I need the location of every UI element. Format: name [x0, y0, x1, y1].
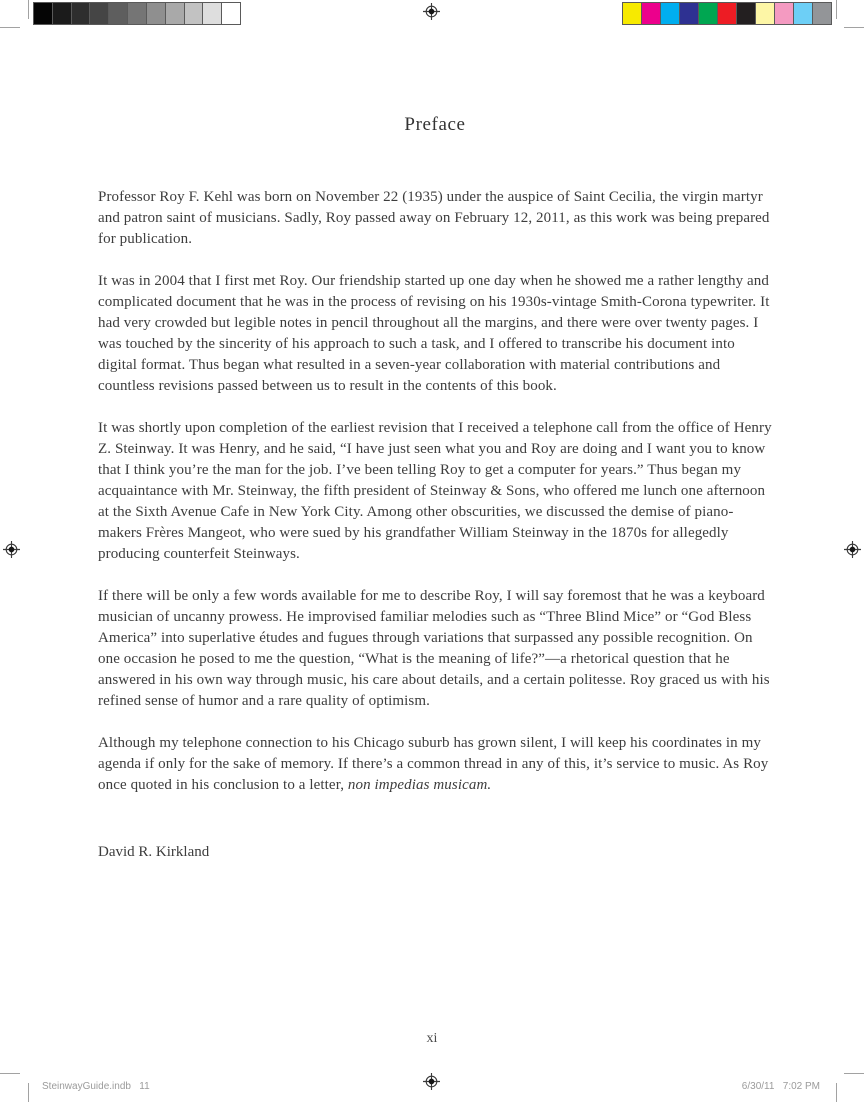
calibration-swatch [109, 3, 128, 24]
crop-mark [844, 1073, 864, 1074]
calibration-swatch [128, 3, 147, 24]
paragraph-text: It was in 2004 that I first met Roy. Our friendship started up one day when he showed me a rather lengthy and complicated document that he was in the process of revising on his 1930s-vintage Smith-Corona typewriter. It had very crowded but legible notes in pencil throughout all the margins, and there were over twenty pages. I was touched by the sincerity of his approach to such a task, and I offered to transcribe his document into digital format. Thus began what resulted in a seven-year collaboration with material contributions and countless revisions passed between us to result in the contents of this book. [98, 273, 770, 394]
latin-phrase: non impedias musicam. [347, 777, 492, 793]
calibration-swatch [72, 3, 91, 24]
paragraph-text: Professor Roy F. Kehl was born on November 22 (1935) under the auspice of Saint Cecilia, the virgin martyr and patron saint of musicians. Sadly, Roy passed away on February 12, 2011, as this work was being prepared for publication. [98, 189, 770, 247]
crop-mark [28, 0, 29, 19]
grayscale-calibration-bar [33, 2, 241, 25]
calibration-swatch [661, 3, 680, 24]
crop-mark [844, 27, 864, 28]
paragraph [98, 418, 772, 565]
paragraph [98, 271, 772, 397]
calibration-swatch [34, 3, 53, 24]
calibration-swatch [90, 3, 109, 24]
registration-mark-icon [423, 1073, 440, 1090]
preface-body [98, 187, 772, 796]
paragraph-text: Although my telephone connection to his Chicago suburb has grown silent, I will keep his coordinates in my agenda if only for the sake of memory. If there’s a common thread in any of this, it’s service to music. As Roy once quoted in his conclusion to a letter, [98, 735, 769, 793]
color-calibration-bar [622, 2, 832, 25]
paragraph [98, 586, 772, 712]
crop-mark [836, 0, 837, 19]
paragraph [98, 733, 772, 796]
calibration-swatch [794, 3, 813, 24]
calibration-swatch [813, 3, 831, 24]
calibration-swatch [147, 3, 166, 24]
calibration-swatch [718, 3, 737, 24]
page-title: Preface [404, 114, 466, 135]
calibration-swatch [623, 3, 642, 24]
calibration-swatch [756, 3, 775, 24]
calibration-swatch [642, 3, 661, 24]
calibration-swatch [222, 3, 240, 24]
calibration-swatch [737, 3, 756, 24]
calibration-swatch [680, 3, 699, 24]
page-number: xi [426, 1031, 438, 1046]
calibration-swatch [53, 3, 72, 24]
crop-mark [0, 1073, 20, 1074]
registration-mark-icon [423, 3, 440, 20]
crop-mark [28, 1083, 29, 1102]
crop-mark [0, 27, 20, 28]
calibration-swatch [775, 3, 794, 24]
calibration-swatch [203, 3, 222, 24]
author-signature: David R. Kirkland [98, 844, 210, 860]
registration-mark-icon [3, 541, 20, 558]
calibration-swatch [185, 3, 204, 24]
calibration-swatch [699, 3, 718, 24]
paragraph-text: If there will be only a few words available for me to describe Roy, I will say foremost that he was a keyboard musician of uncanny prowess. He improvised familiar melodies such as “Three Blind Mice” or “God Bless America” into superlative études and fugues through variations that surpassed any possible recognition. On one occasion he posed to me the question, “What is the meaning of life?”—a rhetorical question that he answered in his own way through music, his care about details, and a certain politesse. Roy graced us with his refined sense of humor and a rare quality of optimism. [98, 588, 770, 709]
book-page [98, 112, 772, 863]
footer-timestamp: 6/30/11 7:02 PM [741, 1081, 820, 1092]
footer-filename: SteinwayGuide.indb 11 [42, 1081, 150, 1092]
registration-mark-icon [844, 541, 861, 558]
crop-mark [836, 1083, 837, 1102]
calibration-swatch [166, 3, 185, 24]
paragraph [98, 187, 772, 250]
paragraph-text: It was shortly upon completion of the earliest revision that I received a telephone call from the office of Henry Z. Steinway. It was Henry, and he said, “I have just seen what you and Roy are doing and I want you to know that I think you’re the man for the job. I’ve been telling Roy to get a computer for years.” Thus began my acquaintance with Mr. Steinway, the fifth president of Steinway & Sons, who offered me lunch one afternoon at the Sixth Avenue Cafe in New York City. Among other obscurities, we discussed the demise of piano-makers Frères Mangeot, who were sued by his grandfather William Steinway in the 1870s for allegedly producing counterfeit Steinways. [98, 420, 772, 562]
